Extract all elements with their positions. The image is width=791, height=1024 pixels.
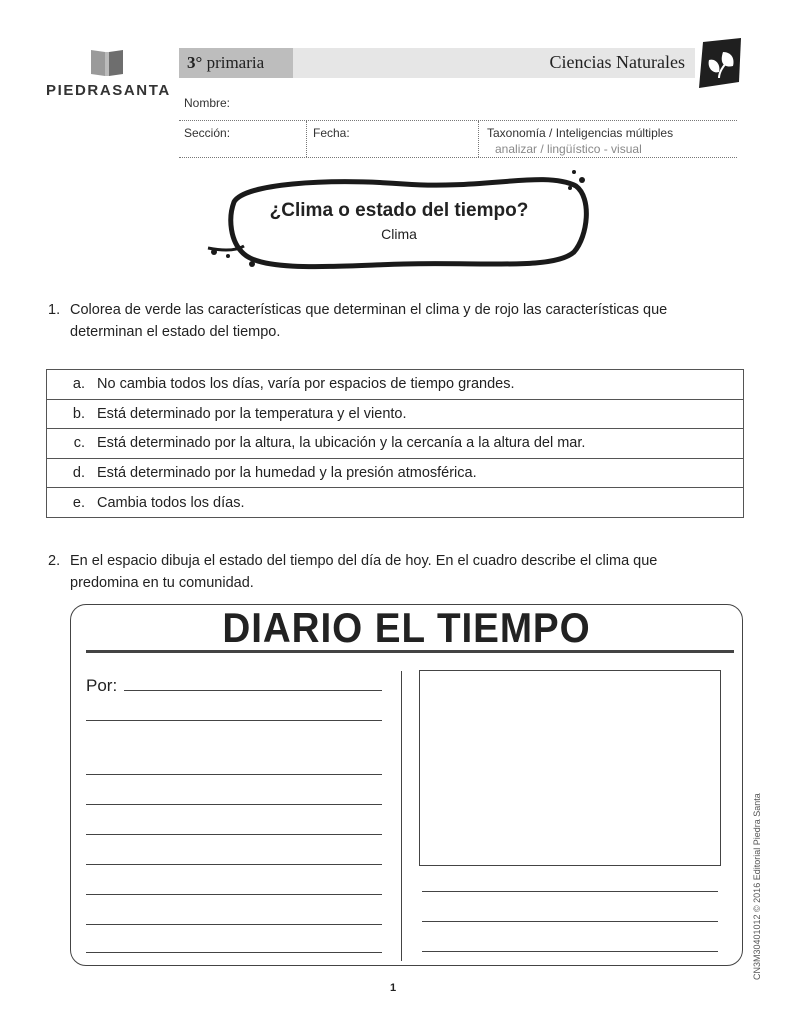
row-text: Está determinado por la altura, la ubicación y la cercanía a la altura del mar.: [97, 435, 586, 452]
page-subtitle: Clima: [381, 226, 417, 242]
taxonomy-detail: analizar / lingüístico - visual: [495, 142, 642, 156]
writing-line[interactable]: [86, 952, 382, 953]
instruction-text: En el espacio dibuja el estado del tiempo del día de hoy. En el cuadro describe el clima que: [70, 553, 658, 569]
row-text: Cambia todos los días.: [97, 494, 245, 511]
writing-line[interactable]: [86, 924, 382, 925]
taxonomy-label: Taxonomía / Inteligencias múltiples: [487, 126, 674, 140]
section-field-line: [179, 157, 737, 158]
row-text: Está determinado por la temperatura y el viento.: [97, 405, 407, 422]
writing-line[interactable]: [86, 720, 382, 721]
row-text: Está determinado por la humedad y la presión atmosférica.: [97, 465, 477, 482]
field-divider: [306, 121, 307, 157]
table-row[interactable]: [47, 488, 743, 517]
grade-number: 3°: [187, 53, 203, 72]
table-row[interactable]: [47, 400, 743, 430]
writing-line[interactable]: [422, 891, 718, 892]
table-row[interactable]: [47, 459, 743, 489]
name-field-label: Nombre:: [184, 96, 231, 110]
instruction-2: [48, 550, 748, 594]
instruction-text: Colorea de verde las características que determinan el clima y de rojo las características que: [70, 302, 668, 318]
column-separator: [401, 671, 402, 961]
section-field-label: Sección:: [184, 126, 231, 140]
publisher-logo: PIEDRASANTA: [46, 82, 171, 99]
writing-line[interactable]: [86, 864, 382, 865]
writing-line[interactable]: [422, 921, 718, 922]
newspaper-title: DIARIO EL TIEMPO: [222, 604, 591, 651]
author-line[interactable]: [124, 690, 382, 691]
book-logo-icon: [89, 46, 125, 78]
row-letter: d.: [72, 465, 85, 482]
drawing-box[interactable]: [419, 670, 721, 866]
table-row[interactable]: [47, 429, 743, 459]
writing-line[interactable]: [86, 774, 382, 775]
grade-level: primaria: [206, 53, 265, 72]
row-letter: b.: [72, 405, 85, 422]
field-divider: [478, 121, 479, 157]
writing-line[interactable]: [422, 951, 718, 952]
subject-title: Ciencias Naturales: [549, 52, 685, 72]
row-letter: a.: [72, 376, 85, 393]
instruction-text: determinan el estado del tiempo.: [70, 324, 281, 340]
writing-line[interactable]: [86, 834, 382, 835]
writing-line[interactable]: [86, 894, 382, 895]
leaf-icon: [697, 38, 743, 88]
page-title: ¿Clima o estado del tiempo?: [269, 200, 529, 221]
grade-label: [187, 53, 264, 73]
characteristics-table: [46, 369, 744, 518]
newspaper-title-rule: [86, 650, 734, 653]
page-number: 1: [390, 982, 397, 994]
table-row[interactable]: [47, 370, 743, 400]
row-letter: c.: [73, 435, 85, 452]
copyright-credit: CN3M30401012 © 2016 Editorial Piedra Santa: [752, 793, 762, 980]
row-letter: e.: [72, 494, 85, 511]
title-speech-bubble: [204, 166, 594, 278]
author-label: Por:: [86, 676, 118, 695]
writing-line[interactable]: [86, 804, 382, 805]
date-field-label: Fecha:: [313, 126, 350, 140]
instruction-text: predomina en tu comunidad.: [70, 575, 254, 591]
row-text: No cambia todos los días, varía por espacios de tiempo grandes.: [97, 376, 515, 393]
name-field-line[interactable]: [179, 120, 737, 121]
instruction-1: [48, 299, 748, 343]
instruction-number: 1.: [48, 302, 61, 318]
instruction-number: 2.: [48, 553, 61, 569]
